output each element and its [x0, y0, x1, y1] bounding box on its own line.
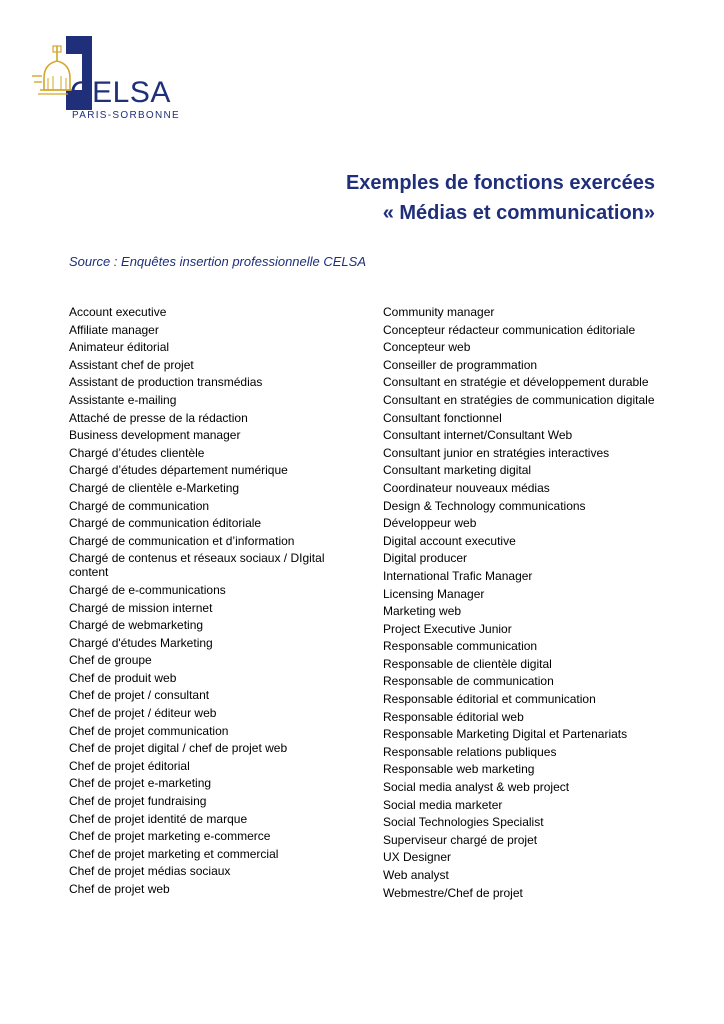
- list-item: International Trafic Manager: [383, 568, 533, 583]
- page-title: [346, 168, 655, 228]
- list-item: Social Technologies Specialist: [383, 815, 544, 830]
- list-item: Chef de projet marketing e-commerce: [69, 829, 271, 844]
- list-item: Développeur web: [383, 516, 477, 531]
- list-item: Chef de projet digital / chef de projet web: [69, 741, 288, 756]
- list-item: Web analyst: [383, 868, 449, 882]
- list-item: Consultant en stratégie et développement durable: [383, 375, 649, 390]
- right-column-list: [383, 305, 673, 903]
- list-item: Chargé de mission internet: [69, 600, 213, 615]
- list-item: Chargé de contenus et réseaux sociaux / DIgital content: [69, 551, 325, 580]
- list-item: Consultant en stratégies de communication digitale: [383, 392, 655, 407]
- logo-name: CELSA: [70, 76, 171, 109]
- list-item: Chargé de e-communications: [69, 582, 226, 597]
- list-item: Consultant junior en stratégies interactives: [383, 445, 610, 460]
- list-item: Assistant de production transmédias: [69, 375, 263, 390]
- list-item: Responsable de clientèle digital: [383, 656, 552, 671]
- list-item: Chef de produit web: [69, 670, 177, 685]
- list-item: Assistant chef de projet: [69, 357, 194, 372]
- list-item: Design & Technology communications: [383, 498, 586, 513]
- list-item: Conseiller de programmation: [383, 357, 538, 372]
- list-item: Chef de projet web: [69, 882, 170, 896]
- list-item: Chef de projet éditorial: [69, 758, 190, 773]
- list-item: Licensing Manager: [383, 586, 485, 601]
- source-note: Source : Enquêtes insertion professionnelle CELSA: [69, 254, 367, 269]
- list-item: Chef de projet marketing et commercial: [69, 846, 279, 861]
- logo-subtitle: PARIS-SORBONNE: [72, 110, 181, 121]
- list-item: Chargé de communication et d’information: [69, 533, 295, 548]
- list-item: Chef de projet / consultant: [69, 688, 210, 703]
- list-item: Chef de projet / éditeur web: [69, 706, 217, 721]
- list-item: Social media marketer: [383, 797, 503, 812]
- list-item: Consultant marketing digital: [383, 463, 532, 478]
- list-item: Business development manager: [69, 428, 241, 443]
- list-item: Chargé d’études département numérique: [69, 463, 288, 478]
- list-item: Chef de projet médias sociaux: [69, 864, 231, 879]
- list-item: Responsable Marketing Digital et Partenariats: [383, 727, 628, 742]
- list-item: Responsable de communication: [383, 674, 554, 689]
- title-line-1: Exemples de fonctions exercées: [345, 172, 655, 194]
- list-item: Assistante e-mailing: [69, 392, 177, 407]
- list-item: Chef de projet communication: [69, 723, 229, 738]
- list-item: Project Executive Junior: [383, 621, 512, 636]
- list-item: Marketing web: [383, 604, 462, 619]
- list-item: Social media analyst & web project: [383, 780, 570, 795]
- list-item: Animateur éditorial: [69, 340, 170, 355]
- list-item: Superviseur chargé de projet: [383, 832, 538, 847]
- list-item: Responsable communication: [383, 639, 538, 654]
- list-item: Responsable éditorial et communication: [383, 692, 596, 707]
- list-item: Digital producer: [383, 551, 468, 566]
- list-item: Affiliate manager: [69, 322, 159, 337]
- list-item: Chargé de communication éditoriale: [69, 516, 262, 531]
- title-line-2: « Médias et communication»: [382, 202, 655, 224]
- list-item: Account executive: [69, 305, 167, 319]
- list-item: Responsable relations publiques: [383, 744, 557, 759]
- left-column-list: [69, 305, 349, 900]
- list-item: Consultant internet/Consultant Web: [383, 428, 573, 443]
- list-item: Digital account executive: [383, 533, 516, 548]
- list-item: Chef de projet e-marketing: [69, 776, 212, 791]
- celsa-logo: [30, 32, 190, 124]
- list-item: Chargé d'études Marketing: [69, 635, 213, 650]
- list-item: UX Designer: [383, 850, 452, 865]
- list-item: Chargé de communication: [69, 498, 210, 513]
- list-item: Consultant fonctionnel: [383, 410, 502, 425]
- list-item: Chargé de webmarketing: [69, 618, 204, 633]
- list-item: Webmestre/Chef de projet: [383, 885, 523, 900]
- list-item: Chargé d’études clientèle: [69, 445, 205, 460]
- list-item: Chef de groupe: [69, 653, 152, 668]
- list-item: Chef de projet identité de marque: [69, 811, 248, 826]
- list-item: Coordinateur nouveaux médias: [383, 480, 550, 495]
- list-item: Concepteur web: [383, 340, 471, 355]
- list-item: Concepteur rédacteur communication éditoriale: [383, 322, 636, 337]
- list-item: Chargé de clientèle e-Marketing: [69, 480, 240, 495]
- list-item: Attaché de presse de la rédaction: [69, 410, 248, 425]
- list-item: Responsable éditorial web: [383, 709, 524, 724]
- list-item: Responsable web marketing: [383, 762, 535, 777]
- list-item: Community manager: [383, 305, 495, 319]
- list-item: Chef de projet fundraising: [69, 794, 207, 809]
